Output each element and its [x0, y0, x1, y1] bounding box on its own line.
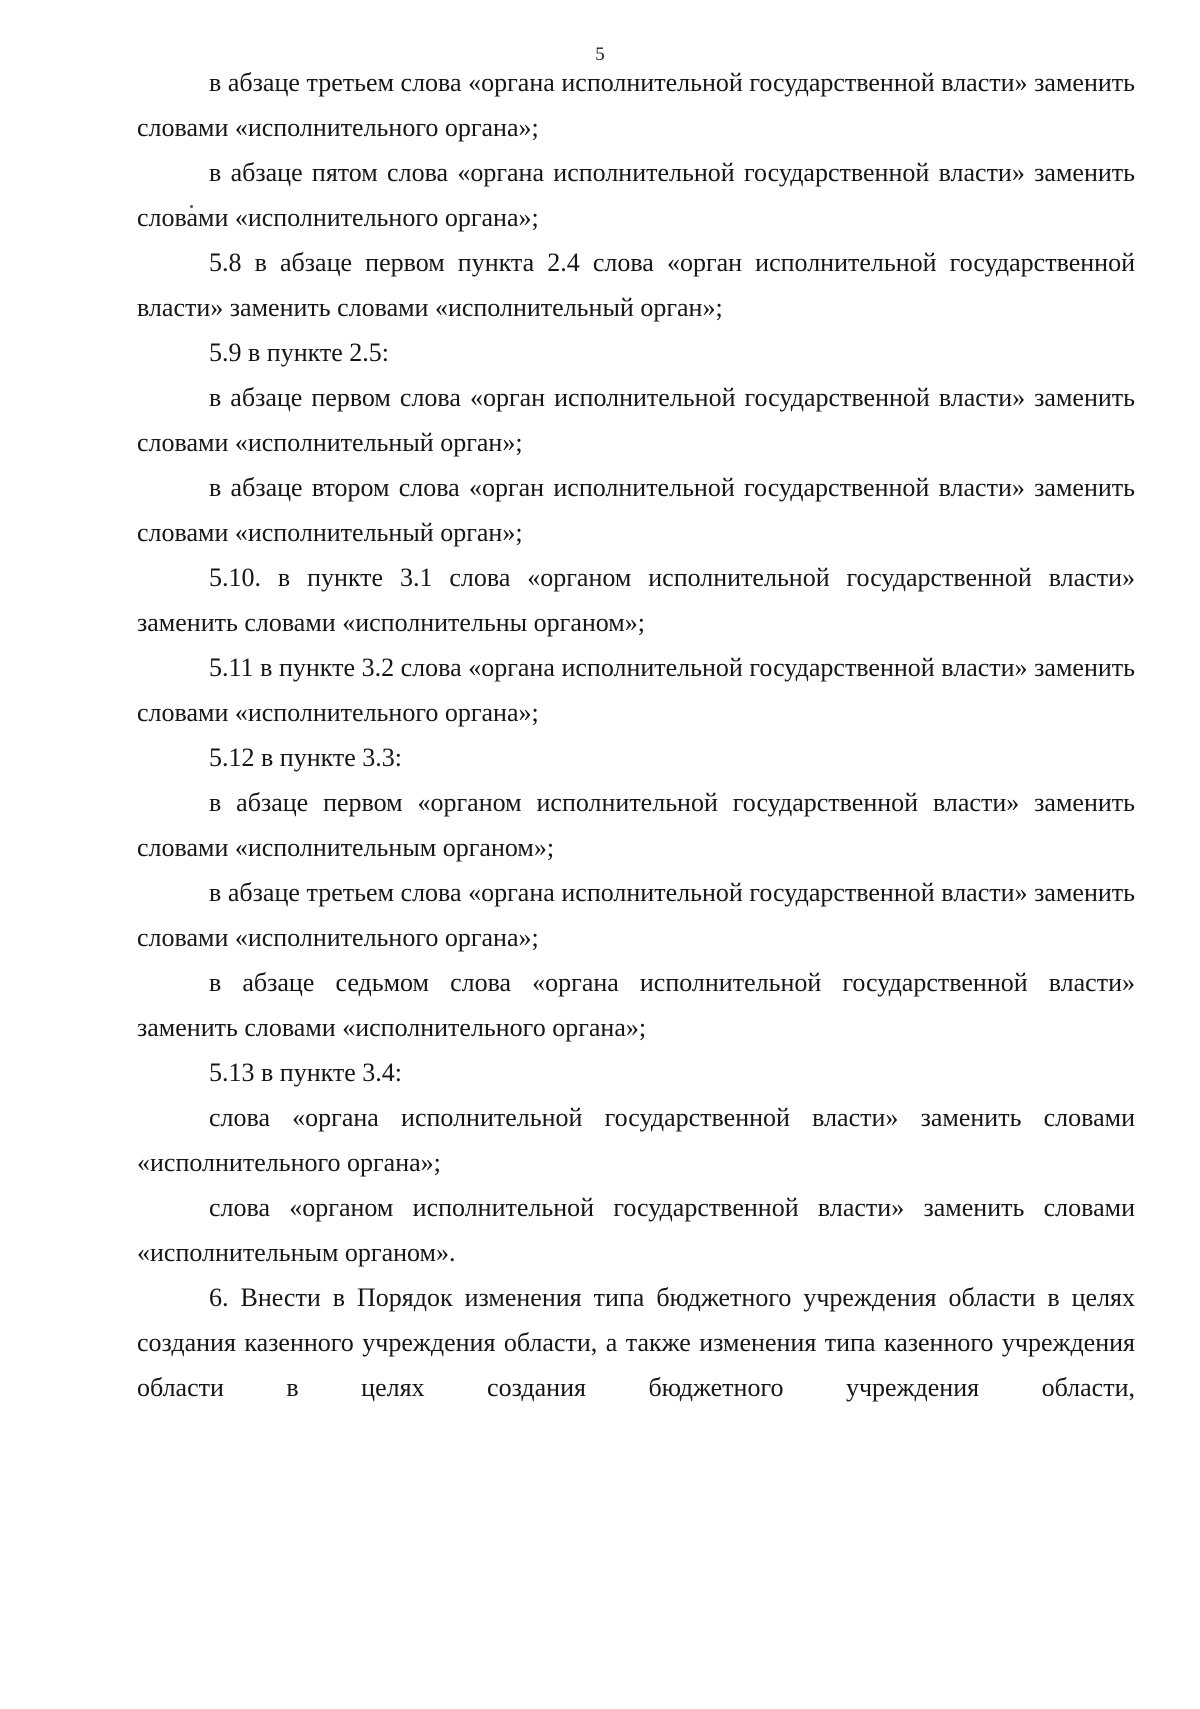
paragraph: 5.13 в пункте 3.4: [209, 1058, 403, 1087]
paragraph: в абзаце третьем слова «органа исполнительной государственной власти» заменить словами «исполнительного органа»; [137, 68, 1135, 142]
paragraph: в абзаце первом слова «орган исполнительной государственной власти» заменить словами «исполнительный орган»; [137, 383, 1135, 457]
page-number: 5 [595, 44, 605, 65]
paragraph: слова «органом исполнительной государственной власти» заменить словами «исполнительным органом». [137, 1193, 1135, 1267]
paragraph: 5.10. в пункте 3.1 слова «органом исполнительной государственной власти» заменить словами «исполнительны органом»; [137, 563, 1135, 637]
paragraph: в абзаце втором слова «орган исполнительной государственной власти» заменить словами «исполнительный орган»; [137, 473, 1135, 547]
paragraph: в абзаце первом «органом исполнительной государственной власти» заменить словами «исполнительным органом»; [137, 788, 1135, 862]
paragraph: в абзаце седьмом слова «органа исполнительной государственной власти» заменить словами «исполнительного органа»; [137, 968, 1135, 1042]
paragraph: 5.8 в абзаце первом пункта 2.4 слова «орган исполнительной государственной власти» заменить словами «исполнительный орган»; [137, 248, 1135, 322]
paragraph: 6. Внести в Порядок изменения типа бюджетного учреждения области в целях создания казенного учреждения области, а также изменения типа казенного учреждения области в целях создания бюджетного учреждения области, [137, 1283, 1135, 1402]
paragraph: в абзаце пятом слова «органа исполнительной государственной власти» заменить словами «исполнительного органа»; [137, 158, 1135, 232]
document-body [137, 60, 1135, 1410]
paragraph: 5.12 в пункте 3.3: [209, 743, 403, 772]
paragraph: в абзаце третьем слова «органа исполнительной государственной власти» заменить словами «исполнительного органа»; [137, 878, 1135, 952]
paragraph: 5.11 в пункте 3.2 слова «органа исполнительной государственной власти» заменить словами «исполнительного органа»; [137, 653, 1135, 727]
paragraph: 5.9 в пункте 2.5: [209, 338, 390, 367]
paragraph: слова «органа исполнительной государственной власти» заменить словами «исполнительного органа»; [137, 1103, 1135, 1177]
